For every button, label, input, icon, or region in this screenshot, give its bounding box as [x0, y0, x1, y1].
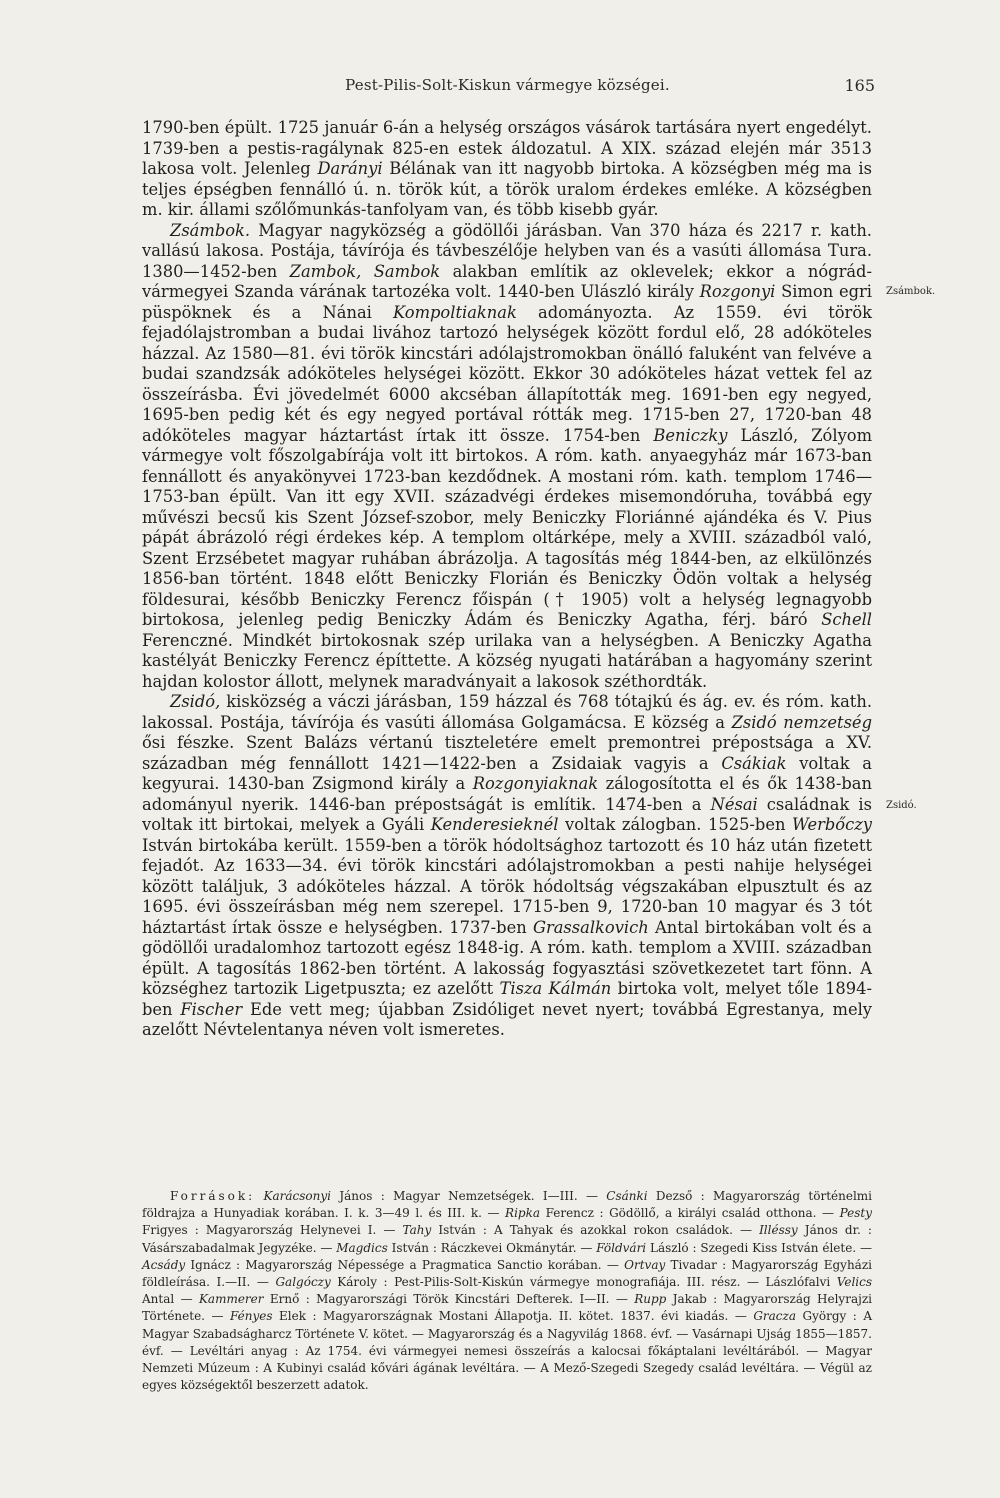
text-run: 1790-ben épült. 1725 január 6-án a helység országos vásárok tartására nyert engedélyt. 1739-ben a pestis-ragálynak 825-en estek áldozatul. A XIX. század elején már 3513 lakosa volt. Jelenleg — [142, 118, 872, 178]
paragraph-1 — [142, 118, 872, 221]
italic-name: Tahy — [402, 1223, 432, 1238]
text-run: kisközség a váczi járásban, 159 házzal és 768 tótajkú és ág. ev. és róm. kath. lakossal. Postája, távírója és vasúti állomása Golgamácsa. E község a — [142, 692, 872, 732]
text-run: Tivadar : Magyarország Egyházi földleírása. I.—II. — — [142, 1257, 873, 1290]
italic-name: Csákiak — [721, 753, 787, 773]
italic-name: Ripka — [505, 1206, 541, 1221]
text-run: Ede vett meg; újabban Zsidóliget nevet nyert; továbbá Egrestanya, mely azelőtt Névtelentanya néven volt ismeretes. — [142, 999, 873, 1039]
text-run: Antal birtokában volt és a gödöllői uradalomhoz tartozott egész 1848-ig. A róm. kath. templom a XVIII. században épült. A tagosítás 1862-ben történt. A lakosság fogyasztási szövetkezetet tart fönn. A községhez tartozik Ligetpuszta; ez azelőtt — [142, 917, 872, 998]
text-run: birtoka volt, melyet tőle 1894-ben — [142, 979, 873, 1019]
italic-name: Rozgonyiaknak — [472, 774, 599, 793]
italic-name: Velics — [836, 1275, 873, 1290]
italic-name: Kammerer — [198, 1292, 264, 1307]
text-run: Magyar nagyközség a gödöllői járásban. Van 370 háza és 2217 r. kath. vallású lakosa. Postája, távírója és távbeszélője helyben van és a vasúti állomása Tura. 1380—1452-ben — [142, 220, 872, 281]
italic-name: Zsidó, — [170, 692, 221, 711]
text-run: János : Magyar Nemzetségek. I—III. — — [331, 1189, 607, 1203]
text-run: Bélának van itt nagyobb birtoka. A községben még ma is teljes épségben fennálló ú. n. török kút, a török uralom érdekes emléke. A községben m. kir. állami szőlőmunkás-tanfolyam van, és több kisebb gyár. — [142, 159, 872, 219]
text-run: László, Zólyom vármegye volt főszolgabírája volt itt birtokos. A róm. kath. anyaegyház már 1673-ban fennállott és anyakönyvei 1723-ban kezdődnek. A mostani róm. kath. templom 1746—1753-ban épült. Van itt egy XVII. századvégi érdekes misemondóruha, továbbá egy művészi becsű kis Szent József-szobor, mely Beniczky Floriánné ajándéka és V. Pius pápát ábrázoló régi érdekes kép. A templom oltárképe, mely a XVIII. századból való, Szent Erzsébetet magyar ruhában ábrázolja. A tagosítás még 1844-ben, az elkülönzés 1856-ban történt. 1848 előtt Beniczky Florián és Beniczky Ödön voltak a helység földesurai, később Beniczky Ferencz főispán († 1905) volt a helység legnagyobb birtokosa, jelenleg pedig Beniczky Ádám és Beniczky Agatha, férj. báró — [142, 425, 873, 629]
text-run: István birtokába került. 1559-ben a török hódoltsághoz tartozott és 10 ház után fizetett fejadót. Az 1633—34. évi török kincstári adólajstromokban a pesti nahije helységei között találjuk, 3 adóköteles házzal. A török hódoltság végszakában elpusztult és az 1695. évi összeírásban még nem szerepel. 1715-ben 9, 1720-ban 10 magyar és 3 tót háztartást írtak össze e helységben. 1737-ben — [142, 835, 872, 937]
text-run: zálogosította el és ők 1438-ban adományul nyerik. 1446-ban prépostságát is említik. 1474-ben a — [142, 774, 872, 814]
margin-note-zsido: Zsidó. — [886, 800, 917, 811]
italic-name: Acsády — [142, 1257, 186, 1272]
text-run: alakban említik az oklevelek; ekkor a nógrád-vármegyei Szanda várának tartozéka volt. 1440-ben Ulászló király — [142, 261, 872, 301]
text-run: Ignácz : Magyarország Népessége a Pragmatica Sanctio korában. — — [185, 1257, 625, 1272]
text-run: István : Ráczkevei Okmánytár. — — [387, 1240, 597, 1255]
footnote-sources — [142, 1188, 872, 1394]
text-run: Ernő : Magyarországi Török Kincstári Defterek. I—II. — — [263, 1292, 635, 1307]
italic-name: Ortvay — [624, 1257, 666, 1272]
text-run: ősi fészke. Szent Balázs vértanú tiszteletére emelt premontrei prépostsága a XV. században még fennállott 1421—1422-ben a Zsidaiak vagyis a — [142, 733, 872, 773]
italic-name: Kompoltiaknak — [393, 302, 517, 322]
italic-name: Galgóczy — [275, 1275, 331, 1290]
text-run: voltak zálogban. 1525-ben — [558, 815, 793, 834]
italic-name: Beniczky — [653, 425, 728, 445]
margin-note-zsambok: Zsámbok. — [886, 286, 936, 297]
text-run: Simon egri püspöknek és a Nánai — [142, 282, 872, 322]
italic-name: Gracza — [753, 1309, 797, 1324]
italic-name: Rozgonyi — [699, 282, 776, 301]
italic-name: Illéssy — [759, 1223, 798, 1238]
italic-name: Pesty — [839, 1206, 872, 1221]
text-run: Dezső : Magyarország történelmi földrajza a Hunyadiak korában. I. k. 3—49 l. és III. k. — — [142, 1189, 872, 1221]
italic-name: Grassalkovich — [532, 917, 649, 937]
italic-name: Földvári — [596, 1240, 647, 1255]
italic-name: Zambok, Sambok — [289, 261, 441, 281]
italic-name: Zsidó nemzetség — [731, 712, 872, 732]
main-text — [142, 118, 872, 1041]
paragraph-3 — [142, 692, 872, 1041]
text-run: családnak is voltak itt birtokai, melyek a Gyáli — [142, 794, 872, 834]
text-run: Jakab : Magyarország Helyrajzi Története. — — [142, 1292, 872, 1324]
page-number: 165 — [844, 76, 875, 95]
italic-name: Schell — [821, 610, 872, 629]
text-run: György : A Magyar Szabadságharcz Története V. kötet. — Magyarország és a Nagyvilág 1868. évf. — Vasárnapi Ujság 1855—1857. évf. — Levéltári anyag : Az 1754. évi vármegyei nemesi összeírás a kalocsai főkáptalani levéltárából. — Magyar Nemzeti Múzeum : A Kubinyi család kővári ágának levéltára. — A Mező-Szegedi Szegedy család levéltára. — Végül az egyes községektől beszerzett adatok. — [142, 1309, 872, 1393]
text-run: Ferenczné. Mindkét birtokosnak szép urilaka van a helységben. A Beniczky Agatha kastélyát Beniczky Ferencz építtette. A község nyugati határában a hagyomány szerint hajdan kolostor állott, melynek maradványait a lakosok széthordták. — [142, 630, 872, 691]
text-run: voltak a kegyurai. 1430-ban Zsigmond király a — [142, 753, 872, 793]
paragraph-2 — [142, 221, 872, 693]
text-run: Frigyes : Magyarország Helynevei I. — — [142, 1223, 403, 1238]
text-run: István : A Tahyak és azokkal rokon családok. — — [431, 1223, 760, 1238]
italic-name: Kenderesieknél — [430, 815, 559, 834]
italic-name: Csánki — [606, 1189, 648, 1203]
text-run: László : Szegedi Kiss István élete. — — [646, 1240, 872, 1255]
italic-name: Rupp — [634, 1292, 667, 1307]
text-run: János dr. : Vásárszabadalmak Jegyzéke. — — [142, 1223, 872, 1255]
italic-name: Fényes — [229, 1309, 273, 1324]
footnote-label: Források: — [170, 1189, 256, 1203]
italic-name: Karácsonyi — [263, 1189, 332, 1203]
text-run: Elek : Magyarországnak Mostani Állapotja. II. kötet. 1837. évi kiadás. — — [272, 1309, 754, 1324]
italic-name: Nésai — [710, 794, 758, 814]
text-run: adományozta. Az 1559. évi török fejadólajstromban a budai livához tartozó helységek között fordul elő, 28 adóköteles házzal. Az 1580—81. évi török kincstári adólajstromokban önálló faluként van felvéve a budai szandzsák adóköteles helységei között. Ekkor 30 adóköteles házat vettek fel az összeírásba. Évi jövedelmét 6000 akcséban állapították meg. 1691-ben egy negyed, 1695-ben pedig két és egy negyed portával rótták meg. 1715-ben 27, 1720-ban 48 adóköteles magyar háztartást írtak itt össze. 1754-ben — [142, 302, 872, 445]
text-run: Antal — — [142, 1292, 199, 1307]
italic-name: Werbőczy — [792, 815, 872, 834]
footnotes — [142, 1188, 872, 1394]
page-header — [140, 76, 875, 100]
italic-name: Zsámbok. — [170, 220, 251, 240]
italic-name: Magdics — [336, 1240, 388, 1255]
text-run: Ferencz : Gödöllő, a királyi család otthona. — — [540, 1206, 840, 1221]
italic-name: Fischer — [180, 999, 243, 1019]
text-run: Károly : Pest-Pilis-Solt-Kiskún vármegye monografiája. III. rész. — Lászlófalvi — [330, 1275, 837, 1290]
italic-name: Tisza Kálmán — [499, 979, 612, 998]
header-title: Pest-Pilis-Solt-Kiskun vármegye községei. — [345, 76, 670, 94]
italic-name: Darányi — [317, 159, 383, 178]
